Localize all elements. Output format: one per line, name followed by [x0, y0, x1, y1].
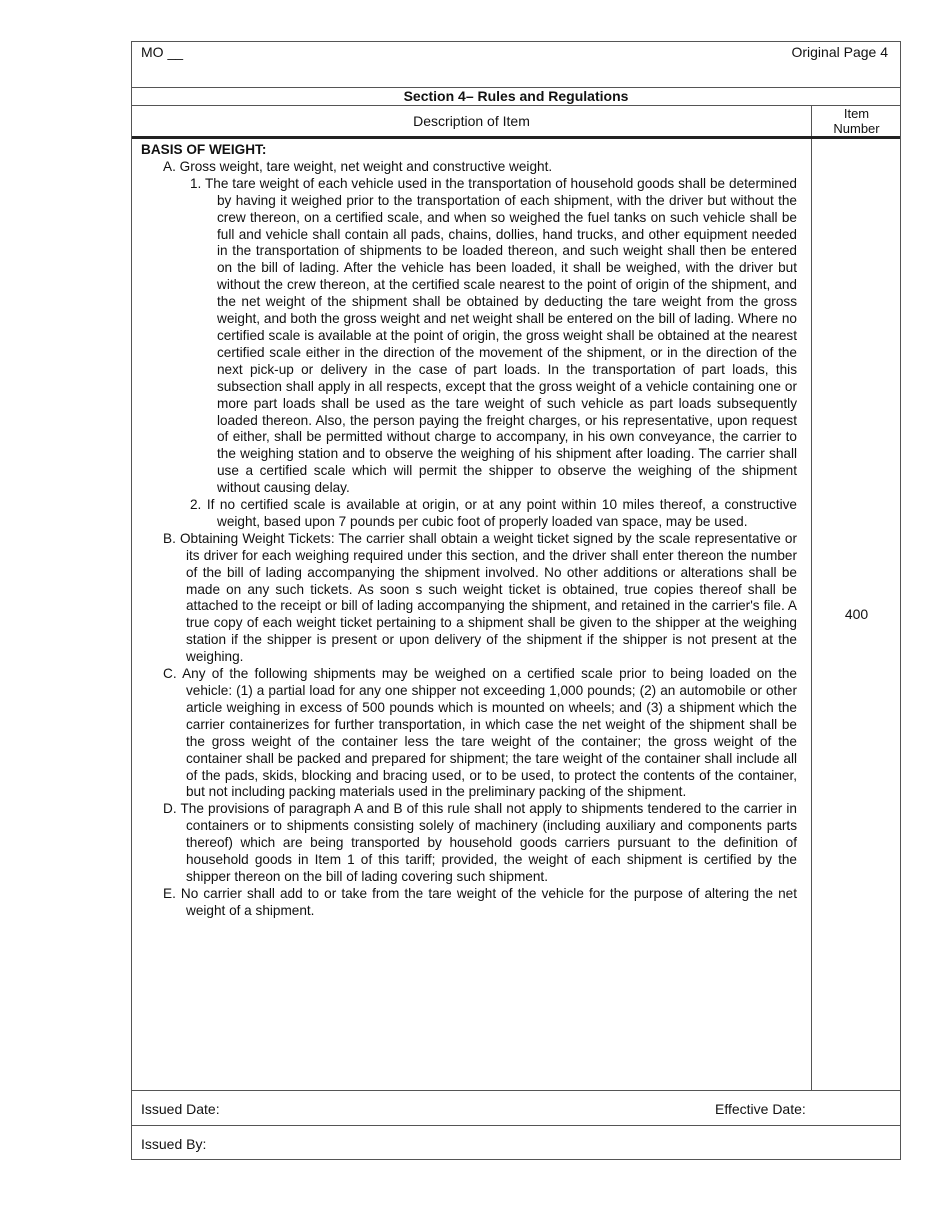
page-header [132, 42, 900, 88]
issued-date-row [132, 1091, 900, 1126]
issued-by-label: Issued By: [141, 1136, 207, 1152]
paragraph-a: A. Gross weight, tare weight, net weight and constructive weight. [163, 158, 553, 174]
paragraph-d: D. The provisions of paragraph A and B of this rule shall not apply to shipments tendered to the carrier in containers or to shipments consisting solely of machinery (including auxiliary and components parts thereof) which are being transported by household goods carriers pursuant to the definition of household goods in Item 1 of this tariff; provided, the weight of each shipment is certified by the shipper thereon on the bill of lading covering such shipment. [163, 801, 797, 884]
issued-by-row [132, 1126, 900, 1160]
column-header-row [132, 106, 900, 139]
paragraph-a-2: 2. If no certified scale is available at origin, or at any point within 10 miles thereof, a constructive weight, based upon 7 pounds per cubic foot of properly loaded van space, may be used. [190, 497, 797, 529]
page-number-label: Original Page 4 [791, 44, 888, 60]
item-number-header-line1: Item [843, 106, 870, 121]
item-body [132, 139, 900, 1091]
item-number-header-line2: Number [833, 121, 880, 136]
section-title: Section 4– Rules and Regulations [132, 88, 900, 106]
paragraph-b: B. Obtaining Weight Tickets: The carrier shall obtain a weight ticket signed by the scale representative or its driver for each weighing required under this section, and the driver shall enter thereon the number of the bill of lading accompanying the shipment involved. No other additions or alterations shall be made on any such tickets. As soon s such weight ticket is obtained, true copies thereof shall be attached to the receipt or bill of lading accompanying the shipment, and retained in the carrier's file. A true copy of each weight ticket pertaining to a shipment shall be given to the shipper at the weighing station if the shipper is present or upon delivery of the shipment if the shipper is not present at the weighing. [163, 530, 797, 665]
effective-date-label: Effective Date: [715, 1101, 806, 1117]
mo-number-label: MO __ [141, 44, 184, 60]
item-heading: BASIS OF WEIGHT: [141, 142, 267, 157]
item-number-value: 400 [844, 606, 869, 622]
tariff-page-frame [131, 41, 901, 1160]
item-number-column-header [811, 106, 901, 136]
description-column-header: Description of Item [413, 113, 530, 129]
item-description [141, 142, 797, 920]
paragraph-a-1: 1. The tare weight of each vehicle used in the transportation of household goods shall be determined by having it weighed prior to the transportation of each shipment, with the driver but without the crew thereon, on a certified scale, and when so weighed the fuel tanks on such vehicle shall be full and vehicle shall contain all pads, chains, dollies, hand trucks, and other equipment needed in the transportation of shipments to be loaded thereon, and such weight shall then be entered on the bill of lading. After the vehicle has been loaded, it shall be weighed, with the driver but without the crew thereon, at the certified scale nearest to the point of origin of the shipment, and the net weight of the shipment shall be obtained by deducting the tare weight from the gross weight, and both the gross weight and net weight shall be entered on the bill of lading. Where no certified scale is available at the point of origin, the gross weight shall be obtained at the nearest certified scale either in the direction of the movement of the shipment, or in the direction of the next pick-up or delivery in the case of part loads. In the transportation of part loads, this subsection shall apply in all respects, except that the gross weight of a vehicle containing one or more part loads shall be used as the tare weight of such vehicle as part loads subsequently loaded thereon. Also, the person paying the freight charges, or his representative, upon request of either, shall be permitted without charge to accompany, in his own conveyance, the carrier to the weighing station and to observe the weighing of his shipment after loading. The carrier shall use a certified scale which will permit the shipper to observe the weighing of the shipment without causing delay. [190, 175, 797, 496]
issued-date-label: Issued Date: [141, 1101, 220, 1117]
paragraph-e: E. No carrier shall add to or take from the tare weight of the vehicle for the purpose of altering the net weight of a shipment. [163, 885, 797, 918]
paragraph-c: C. Any of the following shipments may be weighed on a certified scale prior to being loaded on the vehicle: (1) a partial load for any one shipper not exceeding 1,000 pounds; (2) an automobile or other article weighing in excess of 500 pounds which is mounted on wheels; and (3) a shipment which the carrier containerizes for further transportation, in which case the net weight of the shipment shall be the gross weight of the container less the tare weight of the container; the gross weight of the container shall be packed and prepared for shipment; the tare weight of the container shall include all of the pads, skids, blocking and bracing used, or to be used, to protect the contents of the container, but not including packing materials used in the preliminary packing of the shipment. [163, 666, 797, 800]
